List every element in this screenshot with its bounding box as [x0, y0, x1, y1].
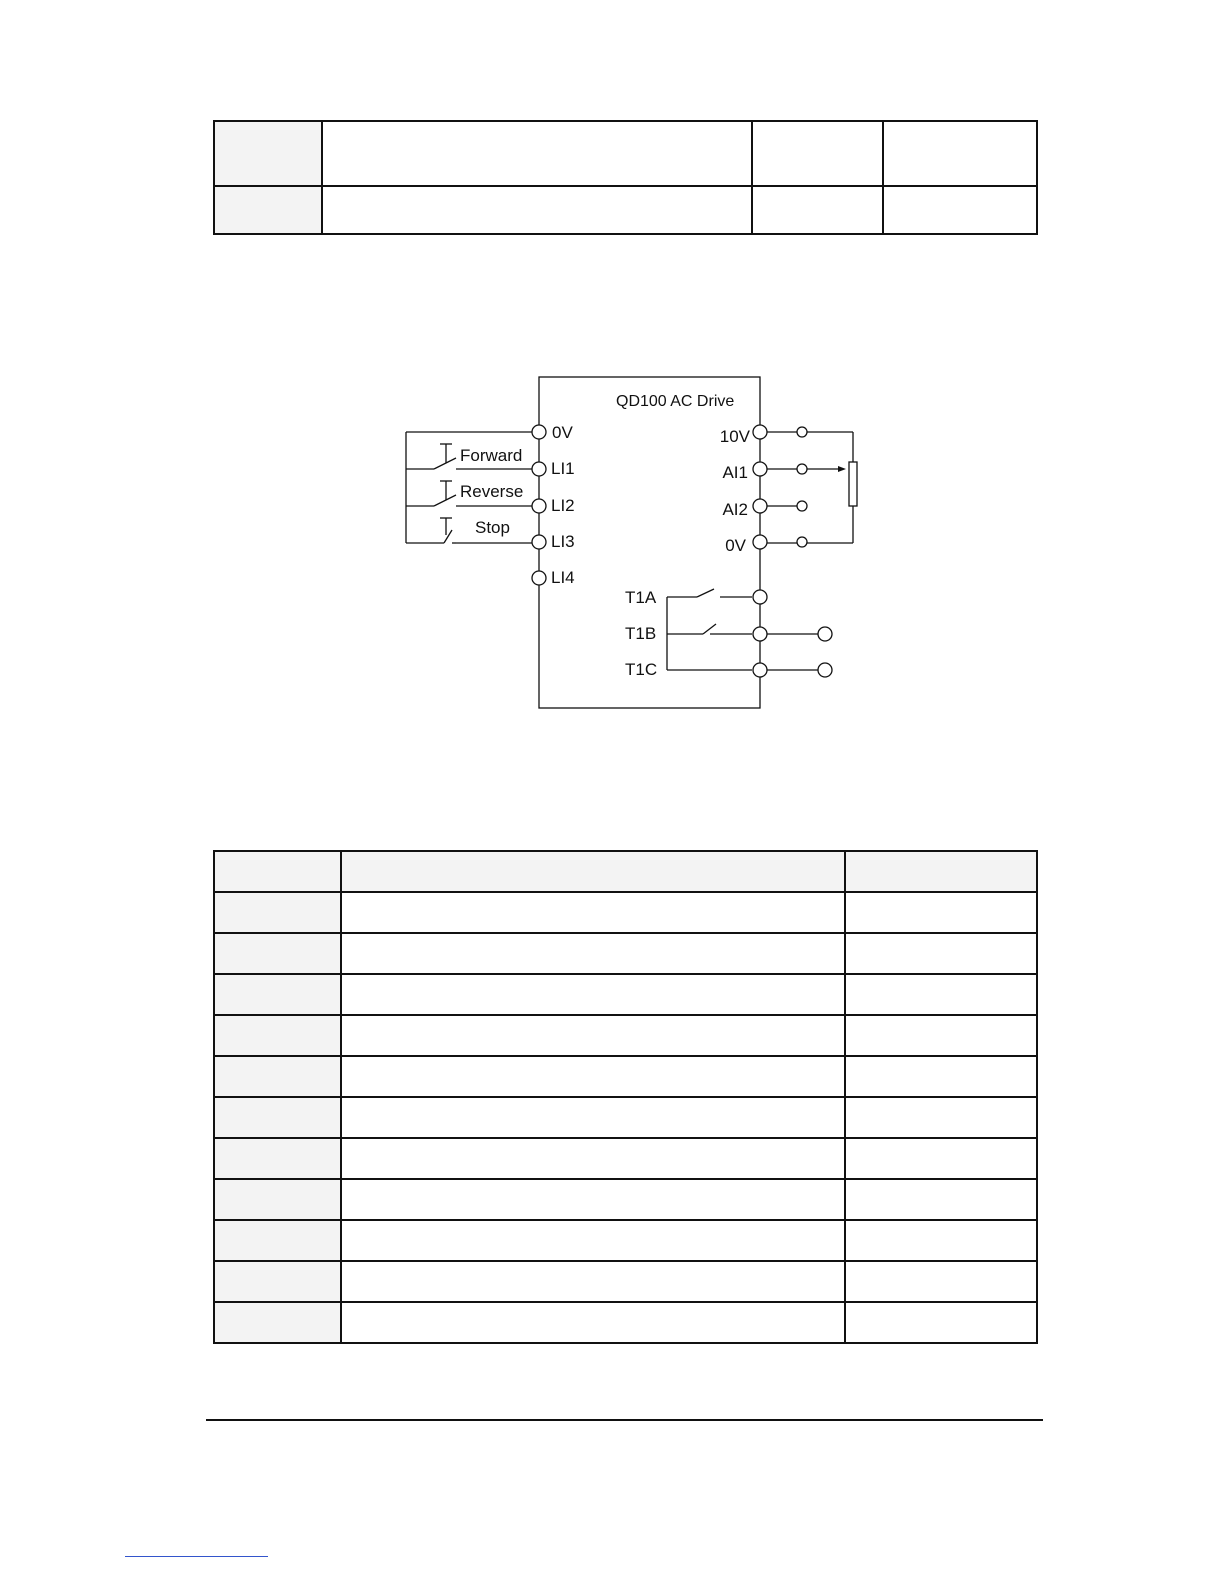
relay-output-b	[818, 627, 832, 641]
reverse-button-symbol	[434, 481, 456, 506]
table-cell	[845, 933, 1037, 974]
terminal-label: LI3	[551, 532, 575, 551]
terminal-label: T1B	[625, 624, 657, 643]
table-cell	[214, 1220, 341, 1261]
table-cell	[341, 974, 845, 1015]
table-cell	[214, 933, 341, 974]
table-cell	[341, 1179, 845, 1220]
terminal-0v-left	[532, 425, 546, 439]
table-cell	[341, 1015, 845, 1056]
terminal-label: LI4	[551, 568, 575, 587]
terminal-li1	[532, 462, 546, 476]
reverse-label: Reverse	[460, 482, 524, 501]
table-cell	[341, 1302, 845, 1343]
footer-divider	[206, 1419, 1043, 1421]
table-cell	[214, 1179, 341, 1220]
relay-output-c	[818, 663, 832, 677]
table-row	[214, 186, 1037, 234]
terminal-label: AI1	[722, 463, 748, 482]
table-row	[214, 1220, 1037, 1261]
table-header-row	[214, 851, 1037, 892]
terminal-label: LI1	[551, 459, 575, 478]
table-cell	[214, 1097, 341, 1138]
table-cell	[341, 933, 845, 974]
table-cell	[214, 1015, 341, 1056]
footer-link-underline[interactable]	[125, 1556, 268, 1557]
table-cell	[214, 1261, 341, 1302]
table-cell	[845, 1015, 1037, 1056]
terminal-t1a	[753, 590, 767, 604]
analog-wiring	[767, 432, 853, 543]
table-cell	[214, 121, 322, 186]
table-row	[214, 121, 1037, 186]
terminal-li3	[532, 535, 546, 549]
table-row	[214, 1056, 1037, 1097]
terminal-label: 10V	[719, 427, 750, 446]
terminal-t1b	[753, 627, 767, 641]
table-cell	[845, 1138, 1037, 1179]
table-cell	[883, 186, 1037, 234]
table-row	[214, 933, 1037, 974]
terminal-ai2	[753, 499, 767, 513]
forward-label: Forward	[460, 446, 523, 465]
stop-button-symbol	[440, 518, 456, 543]
table-cell	[322, 121, 752, 186]
terminal-label: T1C	[625, 660, 658, 679]
table-cell	[341, 892, 845, 933]
table-cell	[752, 121, 883, 186]
table-cell	[845, 1261, 1037, 1302]
relay-wiring	[667, 589, 818, 670]
terminal-label: AI2	[722, 500, 748, 519]
forward-button-symbol	[434, 444, 456, 469]
table-row	[214, 1097, 1037, 1138]
drive-title: QD100 AC Drive	[616, 393, 735, 410]
table-cell	[845, 974, 1037, 1015]
table-cell	[341, 1097, 845, 1138]
table-cell	[341, 1220, 845, 1261]
terminal-li2	[532, 499, 546, 513]
table-row	[214, 1015, 1037, 1056]
table-cell	[845, 1097, 1037, 1138]
analog-small-circles	[797, 427, 807, 547]
terminal-t1c	[753, 663, 767, 677]
wiper-arrow	[838, 466, 846, 472]
table-cell	[845, 892, 1037, 933]
terminal-label: T1A	[625, 588, 657, 607]
column-header	[341, 851, 845, 892]
table-row	[214, 1302, 1037, 1343]
terminal-ai1	[753, 462, 767, 476]
table-row	[214, 1261, 1037, 1302]
potentiometer-symbol	[849, 462, 857, 506]
table-cell	[845, 1179, 1037, 1220]
table-cell	[752, 186, 883, 234]
table-cell	[214, 186, 322, 234]
table-row	[214, 1138, 1037, 1179]
column-header	[845, 851, 1037, 892]
top-table	[213, 120, 1038, 235]
terminal-li4	[532, 571, 546, 585]
table-cell	[214, 1138, 341, 1179]
terminal-label: 0V	[725, 536, 746, 555]
table-cell	[214, 974, 341, 1015]
table-cell	[845, 1056, 1037, 1097]
terminal-label: 0V	[552, 423, 573, 442]
table-cell	[214, 1056, 341, 1097]
terminal-10v	[753, 425, 767, 439]
table-cell	[341, 1056, 845, 1097]
table-cell	[883, 121, 1037, 186]
stop-label: Stop	[475, 518, 510, 537]
table-cell	[845, 1220, 1037, 1261]
table-row	[214, 974, 1037, 1015]
wiring-diagram	[380, 360, 880, 720]
table-cell	[214, 892, 341, 933]
terminal-0v-right	[753, 535, 767, 549]
table-cell	[214, 1302, 341, 1343]
table-row	[214, 1179, 1037, 1220]
column-header	[214, 851, 341, 892]
parameter-table	[213, 850, 1038, 1344]
table-cell	[845, 1302, 1037, 1343]
table-row	[214, 892, 1037, 933]
table-cell	[341, 1138, 845, 1179]
terminal-label: LI2	[551, 496, 575, 515]
table-cell	[322, 186, 752, 234]
table-cell	[341, 1261, 845, 1302]
